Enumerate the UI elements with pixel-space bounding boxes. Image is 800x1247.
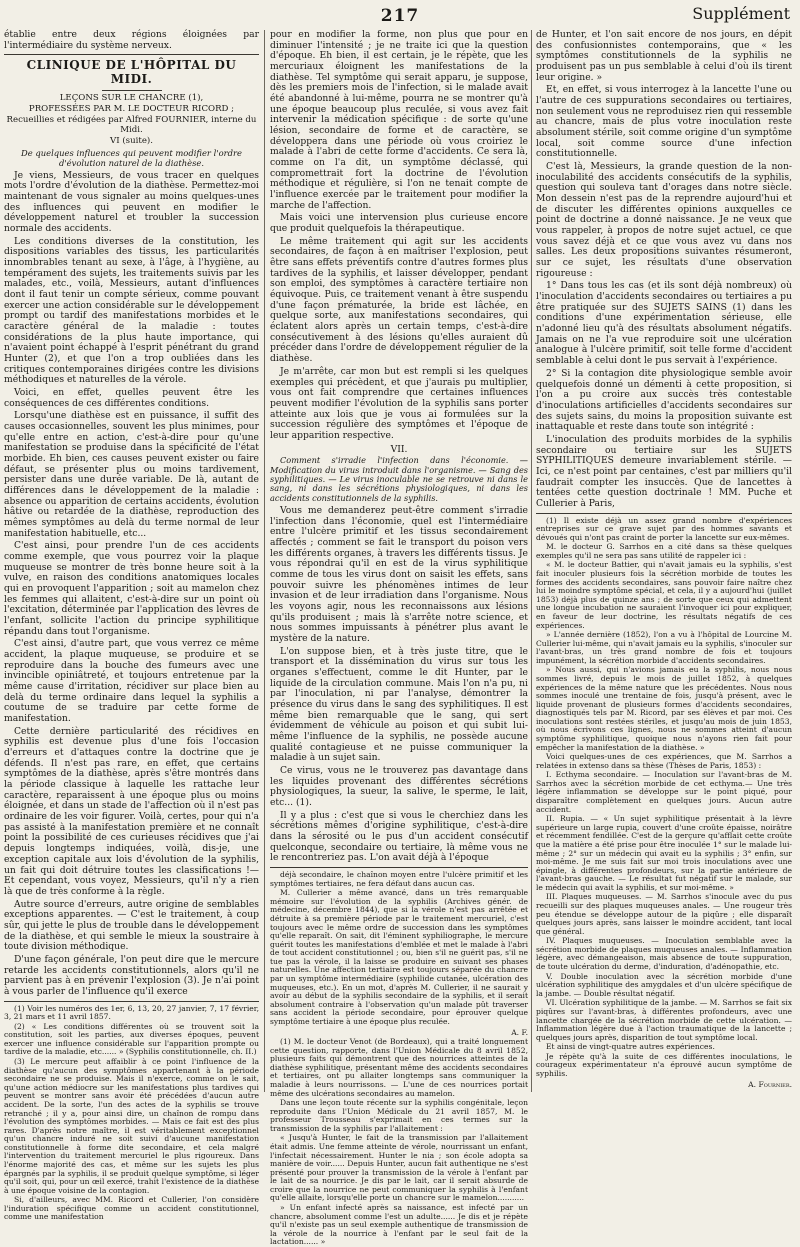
paragraph: D'une façon générale, l'on peut dire que le mercure retarde les accidents constitutionnels, alors qu'il ne parvient pas à en prévenir l'explosion (3). Je n'ai point à vous parler de l'influence qu'il exerce: [4, 953, 259, 997]
paragraph: Vous me demanderez peut-être comment s'irradie l'infection dans l'économie, quel est l'intermédiaire entre l'ulcère primitif et les tissus secondairement affectés ; comment se fait le transport du poison vers les différents organes, à travers les différents tissus. Je vous répondrai qu'il en est de la virus syphilitique comme de tous les virus dont on saisit les effets, sans pouvoir suivre les phénomènes intimes de leur invasion et de leur irradiation dans l'organisme. Nous les voyons agir, nous les reconnaissons aux lésions qu'ils produisent ; mais là s'arrête notre science, et nous sommes impuissants à pénétrer plus avant le mystère de la nature.: [270, 504, 528, 644]
part-number: VI (suite).: [109, 136, 153, 147]
footnote: (1) Voir les numéros des 1er, 6, 13, 20, 27 janvier, 7, 17 février, 3, 21 mars et 11 avril 1857.: [4, 1003, 259, 1022]
footnote: V. Double inoculation avec la sécrétion morbide d'une ulcération syphilitique des amygdales et d'un ulcère spécifique de la jambe. — Double résultat négatif.: [536, 971, 792, 998]
paragraph: 1° Dans tous les cas (et ils sont déjà nombreux) où l'inoculation d'accidents secondaires ou tertiaires a pu être pratiquée sur des SUJETS SAINS (1) dans les conditions d'une expérimentation sérieuse, elle n'adonné lieu qu'à des résultats absolument négatifs. Jamais on ne l'a vue reproduire soit une ulcération analogue à l'ulcère primitif, soit telle forme d'accident semblable à celui dont le pus servait à l'expérience.: [536, 280, 792, 367]
footnote: Je répète qu'à la suite de ces différentes inoculations, le courageux expérimentateur n'a éprouvé aucun symptôme de syphilis.: [536, 1051, 792, 1078]
paragraph: Ce virus, vous ne le trouverez pas davantage dans les liquides provenant des différentes sécrétions physiologiques, la sueur, la salive, le sperme, le lait, etc... (1).: [270, 765, 528, 809]
footnote-signature: A. F.: [511, 1027, 528, 1037]
paragraph: C'est là, Messieurs, la grande question de la non-inoculabilité des accidents consécutifs de la syphilis, question qui souleva tant d'orages dans notre siècle. Mon dessein n'est pas de la reprendre aujourd'hui et de discuter les différentes opinions auxquelles ce point de doctrine a donné naissance. Je ne veux que vous rappeler, à propos de notre sujet actuel, ce que vous savez déjà et ce que vous avez vu dans nos salles. Les deux propositions suivantes résumeront, sur ce sujet, les résultats d'une observation rigoureuse :: [536, 161, 792, 279]
divider: [102, 90, 162, 91]
footnote: M. le docteur G. Sarrhos en a cité dans sa thèse quelques exemples qu'il ne sera pas sans utilité de rappeler ici :: [536, 542, 792, 560]
footnote: Si, d'ailleurs, avec MM. Ricord et Cullerier, l'on considère l'induration spécifique comme un accident constitutionnel, comme une manifestation: [4, 1195, 259, 1222]
paragraph: Le même traitement qui agit sur les accidents secondaires, de façon à en maîtriser l'explosion, peut être sans effets préventifs contre d'autres formes plus tardives de la syphilis, et laisser développer, pendant son emploi, des symptômes à caractère tertiaire non équivoque. Puis, ce traitement venant à être suspendu d'une façon prématurée, la bride est lâchée, en quelque sorte, aux manifestations secondaires, qui éclatent alors après un certain temps, c'est-à-dire consécutivement à des lésions qu'elles auraient dû précéder dans l'ordre de développement régulier de la diathèse.: [270, 235, 528, 365]
clinic-title: CLINIQUE DE L'HÔPITAL DU MIDI.: [26, 58, 237, 87]
footnote: III. Plaques muqueuses. — M. Sarrhos s'inocule avec du pus recueilli sur des plaques muqueuses anales. — Une rougeur très peu étendue se développe autour de la piqûre ; elle disparaît quelques jours après, sans laisser le moindre accident, tant local que général.: [536, 892, 792, 936]
lecture-title: LEÇONS SUR LE CHANCRE (1),: [59, 93, 204, 104]
paragraph: de Hunter, et l'on sait encore de nos jours, en dépit des confusionnistes contemporains, que « les symptômes constitutionnels de la syphilis ne produisent pas un pus semblable à celui d'où ils tirent leur origine. »: [536, 29, 792, 83]
footnote: Dans une leçon toute récente sur la syphilis congénitale, leçon reproduite dans l'Union Médicale du 21 avril 1857, M. le professeur Trousseau s'exprimait en ces termes sur la transmission de la syphilis par l'allaitement :: [270, 1098, 528, 1133]
column-left: [4, 29, 259, 1222]
column-rule: [264, 30, 265, 1092]
footnote: « M. le docteur Battier, qui n'avait jamais eu la syphilis, s'est fait inoculer plusieurs fois la sécrétion morbide de toutes les formes des accidents secondaires, sans pouvoir faire naître chez lui le moindre symptôme spécial, et cela, il y a aujourd'hui (juillet 1853) déjà plus de quinze ans ; de sorte que ceux qui admettent une longue incubation ne sauraient l'invoquer ici pour expliquer, en faveur de leur doctrine, les résultats négatifs de ces expériences.: [536, 560, 792, 630]
paragraph: Mais voici une intervension plus curieuse encore que produit quelquefois la thérapeutique.: [270, 212, 528, 235]
footnote: (1) M. le docteur Venot (de Bordeaux), qui a traité longuement cette question, rapporte, dans l'Union Médicale du 8 avril 1852, plusieurs faits qui démontrent que des nourrices atteintes de la diathèse syphilitique, présentant même des accidents secondaires et tertiaires, ont pu allaiter longtemps sans communiquer la maladie à leurs nourrissons. — L'une de ces nourrices portait même des ulcérations secondaires au mamelon.: [270, 1037, 528, 1098]
divider: [4, 54, 259, 55]
paragraph: Lorsqu'une diathèse est en puissance, il suffit des causes occasionnelles, souvent les plus minimes, pour qu'elle entre en action, c'est-à-dire pour qu'une manifestation se produise dans la spécificité de l'état morbide. Eh bien, ces causes peuvent exister ou faire défaut, se présenter plus ou moins tardivement, persister dans une durée variable. De là, autant de différences dans le développement de la maladie : absence ou apparition de certains accidents, évolution hâtive ou retardée de la diathèse, reproduction des mêmes symptômes au delà du terme normal de leur manifestation habituelle, etc...: [4, 410, 259, 539]
subtitle: De quelques influences qui peuvent modifier l'ordre d'évolution naturel de la diathèse.: [21, 148, 242, 168]
footnote-divider: [270, 867, 528, 868]
column-rule: [531, 30, 532, 1092]
paragraph: Autre source d'erreurs, autre origine de semblables exceptions apparentes. — C'est le traitement, à coup sûr, qui jette le plus de trouble dans le développement de la diathèse, et qui semble le mieux la soustraire à toute division méthodique.: [4, 898, 259, 953]
paragraph: L'on suppose bien, et à très juste titre, que le transport et la dissémination du virus sur tous les organes s'effectuent, comme le dit Hunter, par le liquide de la circulation commune. Mais l'on n'a pu, ni par l'inoculation, ni par l'analyse, démontrer la présence du virus dans le sang des syphilitiques. Il est même bien remarquable que le sang, qui sert évidemment de véhicule au poison et qui subit lui-même l'influence de la syphilis, ne possède aucune qualité contagieuse et ne puisse communiquer la maladie à un sujet sain.: [270, 645, 528, 764]
column-right: [536, 30, 792, 1092]
footnote-divider: [4, 1001, 259, 1002]
paragraph: Je m'arrête, car mon but est rempli si les quelques exemples qui précèdent, et que j'aurais pu multiplier, vous ont fait comprendre que certaines influences peuvent modifier l'évolution de la syphilis sans porter atteinte aux lois que je vous ai formulées sur la succession régulière des symptômes et l'époque de leur apparition respective.: [270, 365, 528, 441]
intro-text: établie entre deux régions éloignées par l'intermédiaire du système nerveux.: [4, 29, 259, 51]
footnote: » Nous aussi, qui n'avions jamais eu la syphilis, nous nous sommes livré, depuis le mois de juillet 1852, à quelques expériences de la même nature que les précédentes. Nous nous sommes inoculé une trentaine de fois, jusqu'à présent, avec le liquide provenant de plusieurs formes d'accidents secondaires, diagnostiqués tels par M. Ricord, par ses élèves et par moi. Ces inoculations sont restées stériles, et jusqu'au mois de juin 1853, où nous écrivons ces lignes, nous ne sommes atteint d'aucun symptôme syphilitique, quoique nous n'ayons rien fait pour empêcher la manifestation de la diathèse. »: [536, 665, 792, 752]
paragraph: L'inoculation des produits morbides de la syphilis secondaire ou tertiaire sur les SUJETS SYPHILITIQUES demeure invariablement stérile. — Ici, ce n'est point par centaines, c'est par milliers qu'il faudrait compter les insuccès. Que de lancettes à tentées cette question doctrinale ! MM. Puche et Cullerier à Paris,: [536, 433, 792, 509]
footnote: IV. Plaques muqueuses. — Inoculation semblable avec la sécrétion morbide de plaques muqueuses anales. — Inflammation légère, avec démangeaison, mais absence de toute suppuration, de toute ulcération du derme, d'induration, d'adénopathie, etc.: [536, 936, 792, 972]
footnote: » L'année dernière (1852), l'on a vu à l'hôpital de Lourcine M. Cullerier lui-même, qui n'avait jamais eu la syphilis, s'inoculer sur l'avant-bras, un très grand nombre de fois et toujours impunément, la sécrétion morbide d'accidents secondaires.: [536, 630, 792, 665]
paragraph: C'est ainsi, d'autre part, que vous verrez ce même accident, la plaque muqueuse, se produire et se reproduire dans la bouche des fumeurs avec une invincible opiniâtreté, et toujours entretenue par la même cause d'irritation, récidiver sur place bien au delà du terme ordinaire dans lequel la syphilis a coutume de se traduire par cette forme de manifestation.: [4, 638, 259, 725]
paragraph: Et, en effet, si vous interrogez à la lancette l'une ou l'autre de ces suppurations secondaires ou tertiaires, non seulement vous ne reproduisez rien qui ressemble au chancre, mais de plus votre inoculation reste absolument stérile, soit comme origine d'un symptôme local, soit comme source d'une infection constitutionnelle.: [536, 84, 792, 160]
professor-line: PROFESSÉES PAR M. LE DOCTEUR RICORD ;: [28, 104, 235, 115]
paragraph: Cette dernière particularité des récidives en syphilis est devenue plus d'une fois l'occasion d'erreurs et d'attaques contre la doctrine que je défends. Il n'est pas rare, en effet, que certains symptômes de la diathèse, après s'être montrés dans la période classique à laquelle les rattache leur caractère, reparaissent à une époque plus ou moins éloignée, et dans un stade de l'affection où il n'est pas ordinaire de les voir figurer. Voilà, certes, pour qui n'a pas assisté à la manifestation première et ne connaît point la possibilité de ces curieuses récidives que j'ai depuis longtemps indiquées, voilà, dis-je, une exception capitale aux lois d'évolution de la syphilis, un fait qui doit détruire toutes les classifications !— Et cependant, vous voyez, Messieurs, qu'il n'y a rien là que de très conforme à la règle.: [4, 725, 259, 897]
footnote: « Jusqu'à Hunter, le fait de la transmission par l'allaitement était admis. Une femme atteinte de vérole, nourrissant un enfant, l'infectait nécessairement. Hunter le nia ; son école adopta sa manière de voir...... Depuis Hunter, aucun fait authentique ne s'est présenté pour prouver la transmission de la vérole à l'enfant par le lait de sa nourrice. Je dis par le lait, car il serait absurde de croire que la nourrice ne peut communiquer la syphilis à l'enfant qu'elle allaite, lorsqu'elle porte un chancre sur le mamelon...........: [270, 1133, 528, 1203]
author-signature: A. Fournier.: [748, 1079, 792, 1089]
footnote: Et ainsi de vingt-quatre autres expériences.: [546, 1042, 715, 1052]
footnote: (1) Il existe déjà un assez grand nombre d'expériences entreprises sur ce grave sujet par des hommes savants et dévoués qui n'ont pas craint de porter la lancette sur eux-mêmes.: [536, 515, 792, 542]
footnote: (3) Le mercure peut affaiblir à ce point l'influence de la diathèse qu'aucun des symptômes appartenant à la période secondaire ne se produise. Mais il n'exerce, comme on le sait, qu'une action médiocre sur les manifestations plus tardives qui peuvent se montrer sans avoir été précédées d'aucun autre accident. De la sorte, l'un des actes de la syphilis se trouve retranché ; il y a, pour ainsi dire, un chaînon de rompu dans l'évolution des symptômes morbides. — Mais ce fait est des plus rares. D'après notre maître, il est véritablement exceptionnel qu'un chancre induré ne soit suivi d'aucune manifestation constitutionnelle à forme dite secondaire, et cela malgré l'intervention du traitement mercuriel le plus rigoureux. Dans l'énorme majorité des cas, et même sur les sujets les plus épargnés par la syphilis, il se produit quelque symptôme, si léger qu'il soit, qui, pour un œil exercé, trahit l'existence de la diathèse à une époque voisine de la contagion.: [4, 1057, 259, 1195]
footnote: VI. Ulcération syphilitique de la jambe. — M. Sarrhos se fait six piqûres sur l'avant-bras, à différentes profondeurs, avec une lancette chargée de la sécrétion morbide de cette ulcération. — Inflammation légère due à l'action traumatique de la lancette ; quelques jours après, disparition de tout symptôme local.: [536, 998, 792, 1042]
footnote: (2) « Les conditions différentes où se trouvent soit la constitution, soit les parties, aux diverses époques, peuvent exercer une influence considérable sur l'apparition prompte ou tardive de la maladie, etc...... » (Syphilis constitutionnelle, ch. II.): [4, 1021, 259, 1057]
column-middle: [270, 29, 528, 1247]
supplement-label: Supplément: [692, 4, 790, 23]
paragraph: Voici, en effet, quelles peuvent être les conséquences de ces différentes conditions.: [4, 386, 259, 409]
paragraph: pour en modifier la forme, non plus que pour en diminuer l'intensité ; je ne traite ici que la question d'époque. Eh bien, il est certain, je le répète, que les mercuriaux éloignent les manifestations de la diathèse. Tel symptôme qui serait apparu, je suppose, dès les premiers mois de l'infection, si le malade avait été abandonné à lui-même, pourra ne se montrer qu'à une époque beaucoup plus reculée, si vous avez fait intervenir la médication spécifique : de sorte qu'une lésion, secondaire de forme et de caractère, se développera dans une période où vous croiriez le malade à l'abri de cette forme d'accidents. Ce sera là, comme on l'a dit, un symptôme déclassé, qui compromettrait fort la doctrine de l'évolution méthodique et régulière, si l'on ne tenait compte de l'influence exercée par le traitement pour modifier la marche de l'affection.: [270, 29, 528, 211]
footnote: II. Rupia. — « Un sujet syphilitique présentait à la lèvre supérieure un large rupia, couvert d'une croûte épaisse, noirâtre et récemment fendillée. C'est de la gerçure qu'afflait cette croûte que la matière a été prise pour être inoculée 1° sur le malade lui-même ; 2° sur un médecin qui avait eu la syphilis ; 3° enfin, sur moi-même. Je me suis fait sur moi trois inoculations avec une épingle, à différentes profondeurs, sur la partie antérieure de l'avant-bras gauche. — Le résultat fut négatif sur le malade, sur le médecin qui avait la syphilis, et sur moi-même. »: [536, 814, 792, 892]
recorder-line: Recueillies et rédigées par Alfred FOURNIER, interne du Midi.: [6, 115, 257, 136]
section-number: VII.: [390, 443, 408, 455]
footnote: M. Cullerier a même avancé, dans un très remarquable mémoire sur l'évolution de la syphilis (Archives génér. de médecine, décembre 1844), que si la vérole n'est pas arrêtée et détruite à sa première période par le traitement mercuriel, c'est toujours avec le même ordre de succession dans les symptômes qu'elle reparaît. On sait, dit l'éminent syphiliographe, le mercure guérit toutes les manifestations d'emblée et met le malade à l'abri de tout accident constitutionnel ; ou, bien s'il ne guérit pas, s'il ne tue pas la vérole, il la laisse se produire en suivant ses phases naturelles. Une affection tertiaire est toujours séparée du chancre par un symptôme intermédiaire (syphilide cutanée, ulcération des muqueuses, etc.). En un mot, d'après M. Cullerier, il ne saurait y avoir au début de la syphilis secondaire de la syphilis, et il serait absolument contraire à l'observation qu'un malade pût traverser sans accident la période secondaire, pour éprouver quelque symptôme tertiaire à une époque plus reculée.: [270, 888, 528, 1026]
paragraph: C'est ainsi, pour prendre l'un de ces accidents comme exemple, que vous pourrez voir la plaque muqueuse se montrer de très bonne heure soit à la vulve, en raison des conditions anatomiques locales qui en provoquent l'apparition ; soit au mamelon chez les femmes qui allaitent, c'est-à-dire sur un point où l'excitation, déterminée par l'application des lèvres de l'enfant, sollicite l'action du principe syphilitique répandu dans tout l'organisme.: [4, 540, 259, 637]
page-number: 217: [380, 6, 420, 26]
footnote: Voici quelques-unes de ces expériences, que M. Sarrhos a relatées in extenso dans sa thèse (Thèses de Paris, 1853) :: [536, 752, 792, 770]
paragraph: Je viens, Messieurs, de vous tracer en quelques mots l'ordre d'évolution de la diathèse. Permettez-moi maintenant de vous signaler au moins quelques-unes des influences qui peuvent en modifier le développement naturel et troubler la succession normale des accidents.: [4, 169, 259, 234]
section-summary: Comment s'irradie l'infection dans l'économie. — Modification du virus introduit dans l'organisme. — Sang des syphilitiques. — Le virus inoculable ne se retrouve ni dans le sang, ni dans les sécrétions physiologiques, ni dans les accidents constitutionnels de la syphilis.: [270, 455, 528, 503]
paragraph: 2° Si la contagion dite physiologique semble avoir quelquefois donné un démenti à cette proposition, si l'on a pu croire aux succès très contestable d'inoculations artificielles d'accidents secondaires sur des sujets sains, du moins la proposition suivante est inattaquable et reste dans toute son intégrité :: [536, 367, 792, 433]
footnote: I. Ecthyma secondaire. — Inoculation sur l'avant-bras de M. Sarrhos avec la sécrétion morbide de cet ecthyma.— Une très légère inflammation se développe sur le point piqué, pour disparaître complètement en quelques jours. Aucun autre accident.: [536, 770, 792, 814]
paragraph: Les conditions diverses de la constitution, les dispositions variables des tissus, les particularités innombrables tenant au sexe, à l'âge, à l'hygiène, au tempérament des sujets, les traitements suivis par les malades, etc., voilà, Messieurs, autant d'influences dont il faut tenir un compte sérieux, comme pouvant exercer une action considérable sur le développement prompt ou tardif des manifestations morbides et le caractère général de la maladie : toutes considérations de la plus haute importance, qui n'avaient point échappé à l'esprit pénétrant du grand Hunter (2), et que l'on a trop oubliées dans les critiques contemporaines dirigées contre les divisions méthodiques et naturelles de la vérole.: [4, 235, 259, 386]
footnote: » Un enfant infecté après sa naissance, est infecté par un chancre, absolument comme l'est un adulte...... Je dis et je répète qu'il n'existe pas un seul exemple authentique de transmission de la vérole de la nourrice à l'enfant par le seul fait de la lactation...... »: [270, 1203, 528, 1247]
footnote-divider: [536, 513, 792, 514]
paragraph: Il y a plus : c'est que si vous le cherchiez dans les sécrétions mêmes d'origine syphilitique, c'est-à-dire dans la sérosité ou le pus d'un accident consécutif quelconque, secondaire ou tertiaire, là même vous ne le rencontreriez pas. L'on avait déjà à l'époque: [270, 809, 528, 864]
footnote: déjà secondaire, le chaînon moyen entre l'ulcère primitif et les symptômes tertiaires, ne fera défaut dans aucun cas.: [270, 870, 528, 888]
